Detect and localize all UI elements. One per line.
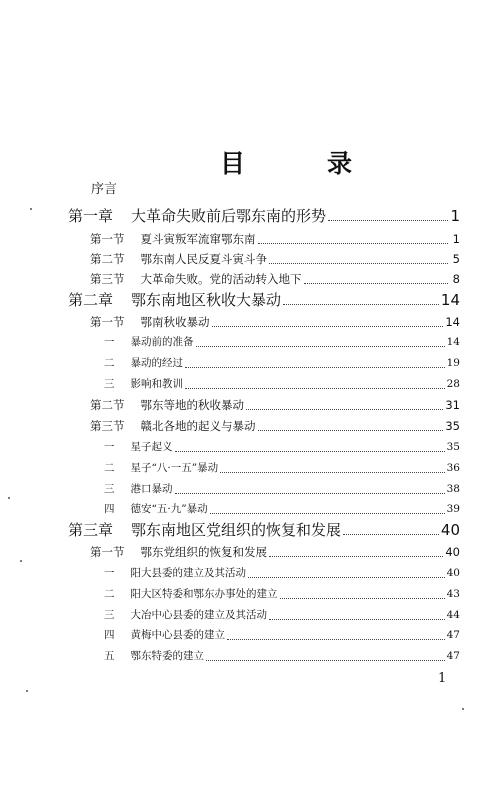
toc-entry-page: 47 <box>446 650 460 662</box>
toc-entry-page: 1 <box>452 232 460 246</box>
toc-entry-page: 28 <box>446 378 460 390</box>
dot-leader <box>248 565 445 578</box>
toc-heading-char-1: 目 <box>220 149 246 178</box>
toc-section[interactable] <box>90 543 460 561</box>
toc-entry-title: 鄂东等地的秋收暴动 <box>140 398 244 412</box>
dot-leader <box>175 439 445 452</box>
toc-entry-prefix: 二 <box>104 357 115 369</box>
toc-entry-page: 14 <box>446 336 460 348</box>
toc-entry-prefix: 三 <box>104 378 115 390</box>
toc-entry-page: 40 <box>446 567 460 579</box>
toc-entry-prefix: 第三节 <box>90 419 125 433</box>
toc-entry-prefix: 三 <box>104 483 115 495</box>
toc-entry-prefix: 第二章 <box>68 291 114 309</box>
toc-entry-title: 鄂东党组织的恢复和发展 <box>140 545 267 559</box>
toc-entry-prefix: 一 <box>104 441 115 453</box>
toc-entry-title: 鄂东南地区党组织的恢复和发展 <box>131 521 342 539</box>
scan-speck <box>30 208 32 210</box>
toc-entry-prefix: 第三节 <box>90 272 125 286</box>
toc-entry-page: 39 <box>446 503 460 515</box>
toc-chapter[interactable] <box>68 521 460 539</box>
toc-subsection[interactable] <box>104 564 460 582</box>
dot-leader <box>246 397 443 410</box>
dot-leader <box>212 314 444 327</box>
page-number: 1 <box>438 671 447 686</box>
toc-entry-title: 鄂东南人民反夏斗寅斗争 <box>140 252 267 266</box>
toc-entry-title: 星子“八·一五”暴动 <box>130 462 219 474</box>
toc-subsection[interactable] <box>104 500 460 518</box>
toc-entry-title: 夏斗寅叛军流窜鄂东南 <box>140 232 256 246</box>
toc-entry-prefix: 五 <box>104 650 115 662</box>
toc-entry-prefix: 二 <box>104 462 115 474</box>
toc-section[interactable] <box>90 270 460 288</box>
dot-leader <box>210 501 445 514</box>
toc-entry-page: 5 <box>452 252 460 266</box>
toc-heading <box>0 144 504 178</box>
toc-entry-prefix: 第二节 <box>90 252 125 266</box>
toc-subsection[interactable] <box>104 354 460 372</box>
dot-leader <box>227 627 445 640</box>
toc-heading-char-2: 录 <box>327 149 353 178</box>
scan-speck <box>20 560 22 562</box>
toc-entry-prefix: 二 <box>104 588 115 600</box>
toc-entry-prefix: 一 <box>104 336 115 348</box>
dot-leader <box>304 271 449 284</box>
toc-section[interactable] <box>90 417 460 435</box>
toc-entry-title: 阳大区特委和鄂东办事处的建立 <box>130 588 278 600</box>
toc-entry-prefix: 三 <box>104 609 115 621</box>
toc-subsection[interactable] <box>104 647 460 665</box>
toc-entry-page: 38 <box>446 483 460 495</box>
toc-entry-title: 港口暴动 <box>130 483 173 495</box>
toc-section[interactable] <box>90 396 460 414</box>
dot-leader <box>196 334 445 347</box>
dot-leader <box>328 208 448 221</box>
dot-leader <box>185 376 445 389</box>
toc-entry-prefix: 第一节 <box>90 545 125 559</box>
toc-entry-title: 鄂东特委的建立 <box>130 650 204 662</box>
scan-speck <box>26 690 28 692</box>
toc-entry-title: 大冶中心县委的建立及其活动 <box>130 609 267 621</box>
scan-speck <box>8 497 10 499</box>
toc-entry-page: 19 <box>446 357 460 369</box>
toc-entry-page: 43 <box>446 588 460 600</box>
toc-entry-page: 1 <box>450 207 460 225</box>
toc-preface[interactable] <box>91 181 117 199</box>
scan-speck <box>462 708 464 710</box>
toc-entry-title: 阳大县委的建立及其活动 <box>130 567 246 579</box>
dot-leader <box>269 607 445 620</box>
toc-entry-prefix: 第一节 <box>90 232 125 246</box>
toc-entry-title: 暴动的经过 <box>130 357 183 369</box>
dot-leader <box>280 586 445 599</box>
toc-entry-title: 鄂南秋收暴动 <box>140 315 210 329</box>
toc-subsection[interactable] <box>104 626 460 644</box>
toc-subsection[interactable] <box>104 438 460 456</box>
toc-entry-prefix: 第二节 <box>90 398 125 412</box>
toc-entry-page: 14 <box>440 291 460 309</box>
toc-preface-label: 序言 <box>91 182 118 197</box>
toc-chapter[interactable] <box>68 207 460 225</box>
toc-subsection[interactable] <box>104 459 460 477</box>
toc-entry-title: 德安“五·九”暴动 <box>130 503 208 515</box>
toc-entry-prefix: 第三章 <box>68 521 114 539</box>
dot-leader <box>175 481 445 494</box>
toc-entry-title: 黄梅中心县委的建立 <box>130 629 225 641</box>
dot-leader <box>269 251 448 264</box>
toc-entry-page: 35 <box>445 419 460 433</box>
toc-entry-page: 44 <box>446 609 460 621</box>
toc-entry-title: 大革命失败前后鄂东南的形势 <box>131 207 327 225</box>
toc-subsection[interactable] <box>104 606 460 624</box>
toc-subsection[interactable] <box>104 480 460 498</box>
toc-section[interactable] <box>90 230 460 248</box>
toc-entry-prefix: 第一节 <box>90 315 125 329</box>
toc-entry-page: 8 <box>452 272 460 286</box>
toc-entry-title: 鄂东南地区秋收大暴动 <box>131 291 282 309</box>
toc-entry-page: 31 <box>445 398 460 412</box>
dot-leader <box>258 418 444 431</box>
dot-leader <box>206 648 445 661</box>
toc-entry-page: 40 <box>440 521 460 539</box>
toc-entry-prefix: 第一章 <box>68 207 114 225</box>
dot-leader <box>220 460 445 473</box>
dot-leader <box>185 355 445 368</box>
toc-entry-title: 赣北各地的起义与暴动 <box>140 419 256 433</box>
toc-entry-prefix: 四 <box>104 503 115 515</box>
toc-chapter[interactable] <box>68 291 460 309</box>
toc-entry-page: 36 <box>446 462 460 474</box>
toc-entry-page: 47 <box>446 629 460 641</box>
toc-entry-title: 星子起义 <box>130 441 173 453</box>
toc-subsection[interactable] <box>104 375 460 393</box>
toc-entry-page: 14 <box>445 315 460 329</box>
dot-leader <box>343 522 439 535</box>
toc-entry-page: 35 <box>446 441 460 453</box>
toc-section[interactable] <box>90 250 460 268</box>
toc-subsection[interactable] <box>104 333 460 351</box>
toc-entry-title: 暴动前的准备 <box>130 336 194 348</box>
toc-subsection[interactable] <box>104 585 460 603</box>
dot-leader <box>269 544 443 557</box>
toc-section[interactable] <box>90 313 460 331</box>
toc-entry-title: 大革命失败。党的活动转入地下 <box>140 272 302 286</box>
toc-entry-title: 影响和教训 <box>130 378 183 390</box>
toc-entry-prefix: 四 <box>104 629 115 641</box>
toc-entry-page: 40 <box>445 545 460 559</box>
dot-leader <box>283 292 439 305</box>
dot-leader <box>258 231 449 244</box>
toc-entry-prefix: 一 <box>104 567 115 579</box>
